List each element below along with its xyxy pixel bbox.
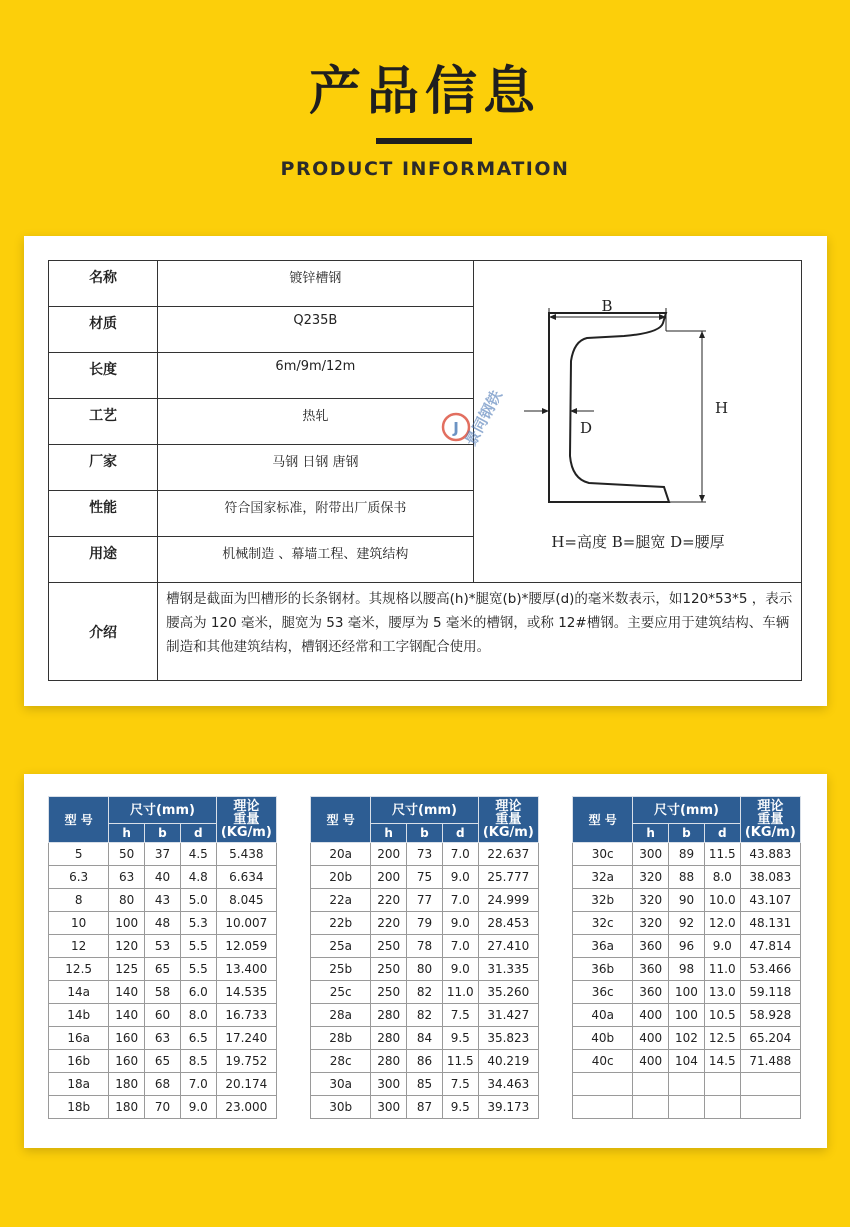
label-h: H <box>714 399 728 417</box>
spec-cell: 40a <box>573 1004 633 1027</box>
info-row-name <box>49 261 802 307</box>
spec-cell: 14b <box>49 1004 109 1027</box>
spec-row <box>573 889 801 912</box>
spec-cell: 22b <box>311 912 371 935</box>
spec-cell: 9.0 <box>704 935 740 958</box>
spec-cell: 17.240 <box>216 1027 276 1050</box>
spec-cell: 360 <box>633 935 669 958</box>
spec-cell: 30b <box>311 1096 371 1119</box>
channel-diagram-cell <box>452 261 801 583</box>
header-model: 型 号 <box>49 797 109 843</box>
spec-cell: 100 <box>669 981 705 1004</box>
spec-row <box>49 1050 277 1073</box>
spec-cell: 120 <box>109 935 145 958</box>
spec-row <box>573 1004 801 1027</box>
spec-cell: 400 <box>633 1004 669 1027</box>
info-label: 名称 <box>49 261 158 307</box>
spec-row <box>311 1050 539 1073</box>
spec-cell: 20b <box>311 866 371 889</box>
spec-cell: 87 <box>407 1096 443 1119</box>
diagram-legend: H=高度 B=腿宽 D=腰厚 <box>550 533 725 551</box>
info-label: 介绍 <box>49 583 158 681</box>
spec-cell: 6.0 <box>180 981 216 1004</box>
header-b: b <box>407 824 443 843</box>
spec-row <box>311 843 539 866</box>
spec-cell: 300 <box>371 1073 407 1096</box>
spec-cell: 8.5 <box>180 1050 216 1073</box>
spec-row <box>49 912 277 935</box>
spec-cell: 12.5 <box>704 1027 740 1050</box>
header-model: 型 号 <box>311 797 371 843</box>
spec-row <box>49 889 277 912</box>
spec-cell: 320 <box>633 889 669 912</box>
spec-cell: 7.0 <box>442 843 478 866</box>
spec-cell: 9.0 <box>442 958 478 981</box>
info-label: 工艺 <box>49 399 158 445</box>
spec-cell: 280 <box>371 1027 407 1050</box>
spec-cell: 180 <box>109 1096 145 1119</box>
spec-cell: 50 <box>109 843 145 866</box>
spec-cell: 13.400 <box>216 958 276 981</box>
spec-cell: 360 <box>633 958 669 981</box>
spec-cell: 22.637 <box>478 843 538 866</box>
spec-cell: 96 <box>669 935 705 958</box>
spec-row <box>573 1096 801 1119</box>
spec-cell: 40.219 <box>478 1050 538 1073</box>
spec-cell: 65 <box>145 958 181 981</box>
spec-cell: 102 <box>669 1027 705 1050</box>
spec-cell: 48 <box>145 912 181 935</box>
arrowhead <box>699 495 705 502</box>
spec-cell: 16b <box>49 1050 109 1073</box>
spec-cell: 6.5 <box>180 1027 216 1050</box>
spec-cell: 23.000 <box>216 1096 276 1119</box>
spec-cell: 80 <box>109 889 145 912</box>
spec-row <box>573 958 801 981</box>
header-b: b <box>669 824 705 843</box>
spec-row <box>311 1004 539 1027</box>
info-label: 厂家 <box>49 445 158 491</box>
spec-cell: 9.0 <box>180 1096 216 1119</box>
spec-cell: 89 <box>669 843 705 866</box>
spec-cell: 4.8 <box>180 866 216 889</box>
spec-cell: 200 <box>371 866 407 889</box>
spec-cell: 30c <box>573 843 633 866</box>
spec-table <box>572 796 801 1119</box>
spec-cell: 31.427 <box>478 1004 538 1027</box>
header-weight-weight_line1: 理论 <box>757 799 784 814</box>
spec-cell: 37 <box>145 843 181 866</box>
spec-cell: 9.0 <box>442 866 478 889</box>
spec-row <box>311 889 539 912</box>
spec-cell: 58.928 <box>740 1004 800 1027</box>
spec-row <box>49 958 277 981</box>
spec-cell: 9.5 <box>442 1096 478 1119</box>
spec-cell: 100 <box>109 912 145 935</box>
spec-cell: 6.634 <box>216 866 276 889</box>
spec-cell: 7.0 <box>442 889 478 912</box>
spec-row <box>49 866 277 889</box>
spec-cell: 8.0 <box>180 1004 216 1027</box>
spec-cell: 9.0 <box>442 912 478 935</box>
spec-cell: 70 <box>145 1096 181 1119</box>
info-value: 镀锌槽钢 <box>158 261 473 307</box>
spec-cell: 18a <box>49 1073 109 1096</box>
spec-cell: 5.5 <box>180 935 216 958</box>
spec-row <box>311 958 539 981</box>
page-title: 产品信息 <box>308 62 541 122</box>
spec-cell: 27.410 <box>478 935 538 958</box>
spec-cell: 16.733 <box>216 1004 276 1027</box>
info-row-intro <box>49 583 802 681</box>
spec-cell: 12.059 <box>216 935 276 958</box>
spec-cell: 20.174 <box>216 1073 276 1096</box>
spec-cell: 28b <box>311 1027 371 1050</box>
spec-cell: 82 <box>407 981 443 1004</box>
spec-cell: 10 <box>49 912 109 935</box>
spec-cell: 250 <box>371 981 407 1004</box>
spec-row <box>573 981 801 1004</box>
spec-cell: 400 <box>633 1050 669 1073</box>
info-label: 长度 <box>49 353 158 399</box>
spec-cell: 12 <box>49 935 109 958</box>
header-weight-weight_line2: 重量 <box>495 812 522 827</box>
spec-row <box>311 1096 539 1119</box>
spec-row <box>573 1050 801 1073</box>
spec-cell: 5.5 <box>180 958 216 981</box>
product-info-card <box>24 236 827 706</box>
info-label: 用途 <box>49 537 158 583</box>
spec-cell: 10.5 <box>704 1004 740 1027</box>
spec-cell: 35.260 <box>478 981 538 1004</box>
spec-cell: 92 <box>669 912 705 935</box>
spec-cell: 125 <box>109 958 145 981</box>
spec-cell: 36a <box>573 935 633 958</box>
spec-row <box>311 866 539 889</box>
spec-cell <box>740 1073 800 1096</box>
spec-cell: 32b <box>573 889 633 912</box>
info-value: 6m/9m/12m <box>158 353 473 399</box>
spec-cell <box>669 1073 705 1096</box>
spec-row <box>311 1027 539 1050</box>
spec-row <box>49 1004 277 1027</box>
label-b: B <box>601 297 613 315</box>
spec-cell: 320 <box>633 866 669 889</box>
spec-cell: 8 <box>49 889 109 912</box>
spec-cell: 22a <box>311 889 371 912</box>
spec-cell: 14.535 <box>216 981 276 1004</box>
spec-cell <box>669 1096 705 1119</box>
channel-steel-diagram <box>452 261 800 581</box>
spec-cell: 160 <box>109 1027 145 1050</box>
info-value: 符合国家标准，附带出厂质保书 <box>158 491 473 537</box>
spec-cell: 140 <box>109 981 145 1004</box>
spec-row <box>49 843 277 866</box>
spec-row <box>573 843 801 866</box>
header-d: d <box>442 824 478 843</box>
spec-cell: 16a <box>49 1027 109 1050</box>
spec-cell: 28.453 <box>478 912 538 935</box>
spec-row <box>311 935 539 958</box>
spec-cell <box>573 1096 633 1119</box>
spec-cell: 88 <box>669 866 705 889</box>
spec-cell: 14a <box>49 981 109 1004</box>
spec-cell: 36b <box>573 958 633 981</box>
spec-cell: 25a <box>311 935 371 958</box>
spec-cell: 7.5 <box>442 1073 478 1096</box>
product-info-table <box>48 260 802 681</box>
spec-cell: 7.0 <box>180 1073 216 1096</box>
spec-cell: 40b <box>573 1027 633 1050</box>
spec-cell: 300 <box>633 843 669 866</box>
spec-cell: 220 <box>371 912 407 935</box>
spec-cell: 280 <box>371 1050 407 1073</box>
title-underline <box>376 138 472 144</box>
info-value: Q235B <box>158 307 473 353</box>
arrowhead <box>542 408 549 414</box>
spec-cell: 280 <box>371 1004 407 1027</box>
spec-cell: 90 <box>669 889 705 912</box>
page-subtitle: PRODUCT INFORMATION <box>280 158 570 180</box>
spec-cell: 104 <box>669 1050 705 1073</box>
spec-cell: 250 <box>371 935 407 958</box>
spec-cell: 43.107 <box>740 889 800 912</box>
header-weight <box>740 797 800 843</box>
spec-cell: 19.752 <box>216 1050 276 1073</box>
header-weight <box>216 797 276 843</box>
spec-cell: 36c <box>573 981 633 1004</box>
spec-cell: 18b <box>49 1096 109 1119</box>
spec-cell: 53.466 <box>740 958 800 981</box>
header-weight-weight_line2: 重量 <box>233 812 260 827</box>
spec-cell: 11.5 <box>704 843 740 866</box>
spec-cell: 38.083 <box>740 866 800 889</box>
spec-row <box>311 981 539 1004</box>
spec-cell: 34.463 <box>478 1073 538 1096</box>
spec-cell: 360 <box>633 981 669 1004</box>
spec-cell: 25c <box>311 981 371 1004</box>
spec-cell: 14.5 <box>704 1050 740 1073</box>
spec-cell: 63 <box>145 1027 181 1050</box>
spec-cell: 250 <box>371 958 407 981</box>
intro-text: 槽钢是截面为凹槽形的长条钢材。其规格以腰高(h)*腿宽(b)*腰厚(d)的毫米数表示，如120*53*5 ，表示腰高为 120 毫米，腿宽为 53 毫米，腰厚为 5 毫米的槽钢，或称 12#槽钢。主要应用于建筑结构、车辆制造和其他建筑结构，槽钢还经常和工字钢配合使用。 <box>158 583 802 681</box>
header-size: 尺寸(mm) <box>371 797 478 824</box>
info-value: 机械制造 、幕墙工程、建筑结构 <box>158 537 473 583</box>
spec-cell <box>633 1073 669 1096</box>
spec-row <box>311 1073 539 1096</box>
header-h: h <box>109 824 145 843</box>
watermark-text: 景同钢铁 <box>461 387 506 449</box>
spec-row <box>49 1096 277 1119</box>
spec-cell: 32a <box>573 866 633 889</box>
spec-cell: 11.0 <box>442 981 478 1004</box>
spec-cell: 82 <box>407 1004 443 1027</box>
spec-cell: 28a <box>311 1004 371 1027</box>
spec-cell: 71.488 <box>740 1050 800 1073</box>
spec-cell: 65 <box>145 1050 181 1073</box>
spec-cell: 6.3 <box>49 866 109 889</box>
spec-cell: 60 <box>145 1004 181 1027</box>
spec-cell: 24.999 <box>478 889 538 912</box>
spec-cell: 98 <box>669 958 705 981</box>
spec-cell: 5 <box>49 843 109 866</box>
spec-cell <box>704 1096 740 1119</box>
spec-cell: 220 <box>371 889 407 912</box>
spec-cell: 47.814 <box>740 935 800 958</box>
spec-card <box>24 774 827 1148</box>
header-h: h <box>371 824 407 843</box>
header-weight-weight_unit: (KG/m) <box>744 825 796 840</box>
spec-cell: 180 <box>109 1073 145 1096</box>
spec-cell <box>740 1096 800 1119</box>
spec-cell: 68 <box>145 1073 181 1096</box>
spec-cell: 11.5 <box>442 1050 478 1073</box>
spec-cell: 25b <box>311 958 371 981</box>
spec-cell: 84 <box>407 1027 443 1050</box>
header-size: 尺寸(mm) <box>109 797 216 824</box>
spec-cell: 320 <box>633 912 669 935</box>
header-b: b <box>145 824 181 843</box>
spec-cell: 65.204 <box>740 1027 800 1050</box>
spec-row <box>573 1027 801 1050</box>
spec-cell: 200 <box>371 843 407 866</box>
label-d: D <box>579 419 592 437</box>
spec-cell: 13.0 <box>704 981 740 1004</box>
channel-profile <box>549 313 669 502</box>
info-value: 热轧 <box>158 399 473 445</box>
spec-cell: 78 <box>407 935 443 958</box>
spec-cell: 20a <box>311 843 371 866</box>
spec-cell: 160 <box>109 1050 145 1073</box>
spec-row <box>573 935 801 958</box>
spec-row <box>573 866 801 889</box>
spec-cell: 73 <box>407 843 443 866</box>
spec-cell: 59.118 <box>740 981 800 1004</box>
spec-cell: 43 <box>145 889 181 912</box>
spec-cell: 40c <box>573 1050 633 1073</box>
info-value: 马钢 日钢 唐钢 <box>158 445 473 491</box>
spec-cell: 10.007 <box>216 912 276 935</box>
header-d: d <box>180 824 216 843</box>
spec-table <box>48 796 277 1119</box>
header-weight-weight_unit: (KG/m) <box>220 825 272 840</box>
spec-cell: 32c <box>573 912 633 935</box>
spec-cell: 39.173 <box>478 1096 538 1119</box>
spec-cell: 53 <box>145 935 181 958</box>
header-weight <box>478 797 538 843</box>
spec-cell: 5.438 <box>216 843 276 866</box>
arrowhead <box>549 314 556 320</box>
spec-cell: 28c <box>311 1050 371 1073</box>
spec-cell: 5.3 <box>180 912 216 935</box>
spec-cell: 12.5 <box>49 958 109 981</box>
header-weight-weight_unit: (KG/m) <box>482 825 534 840</box>
spec-cell <box>573 1073 633 1096</box>
header-weight-weight_line1: 理论 <box>495 799 522 814</box>
spec-cell <box>633 1096 669 1119</box>
spec-cell: 140 <box>109 1004 145 1027</box>
spec-cell: 25.777 <box>478 866 538 889</box>
spec-cell: 86 <box>407 1050 443 1073</box>
spec-cell: 40 <box>145 866 181 889</box>
spec-cell: 30a <box>311 1073 371 1096</box>
spec-cell: 77 <box>407 889 443 912</box>
spec-cell: 80 <box>407 958 443 981</box>
svg-text:J: J <box>452 419 459 437</box>
arrowhead <box>699 331 705 338</box>
spec-row <box>49 981 277 1004</box>
spec-cell: 48.131 <box>740 912 800 935</box>
spec-cell: 31.335 <box>478 958 538 981</box>
spec-cell: 300 <box>371 1096 407 1119</box>
spec-cell: 7.5 <box>442 1004 478 1027</box>
header-d: d <box>704 824 740 843</box>
header-weight-weight_line1: 理论 <box>233 799 260 814</box>
spec-row <box>49 935 277 958</box>
spec-cell: 12.0 <box>704 912 740 935</box>
spec-cell: 79 <box>407 912 443 935</box>
spec-row <box>49 1073 277 1096</box>
spec-cell: 63 <box>109 866 145 889</box>
spec-cell: 75 <box>407 866 443 889</box>
spec-cell: 400 <box>633 1027 669 1050</box>
spec-row <box>573 1073 801 1096</box>
spec-cell: 10.0 <box>704 889 740 912</box>
spec-cell: 85 <box>407 1073 443 1096</box>
spec-cell: 100 <box>669 1004 705 1027</box>
header-weight-weight_line2: 重量 <box>757 812 784 827</box>
spec-table <box>310 796 539 1119</box>
spec-row <box>573 912 801 935</box>
info-label: 材质 <box>49 307 158 353</box>
spec-cell: 8.045 <box>216 889 276 912</box>
spec-row <box>311 912 539 935</box>
spec-cell: 5.0 <box>180 889 216 912</box>
info-label: 性能 <box>49 491 158 537</box>
spec-cell: 11.0 <box>704 958 740 981</box>
spec-cell: 4.5 <box>180 843 216 866</box>
spec-cell: 43.883 <box>740 843 800 866</box>
spec-cell: 35.823 <box>478 1027 538 1050</box>
header-model: 型 号 <box>573 797 633 843</box>
spec-cell: 9.5 <box>442 1027 478 1050</box>
spec-row <box>49 1027 277 1050</box>
spec-cell: 8.0 <box>704 866 740 889</box>
spec-cell: 7.0 <box>442 935 478 958</box>
spec-cell: 58 <box>145 981 181 1004</box>
header-size: 尺寸(mm) <box>633 797 740 824</box>
header-h: h <box>633 824 669 843</box>
spec-cell <box>704 1073 740 1096</box>
